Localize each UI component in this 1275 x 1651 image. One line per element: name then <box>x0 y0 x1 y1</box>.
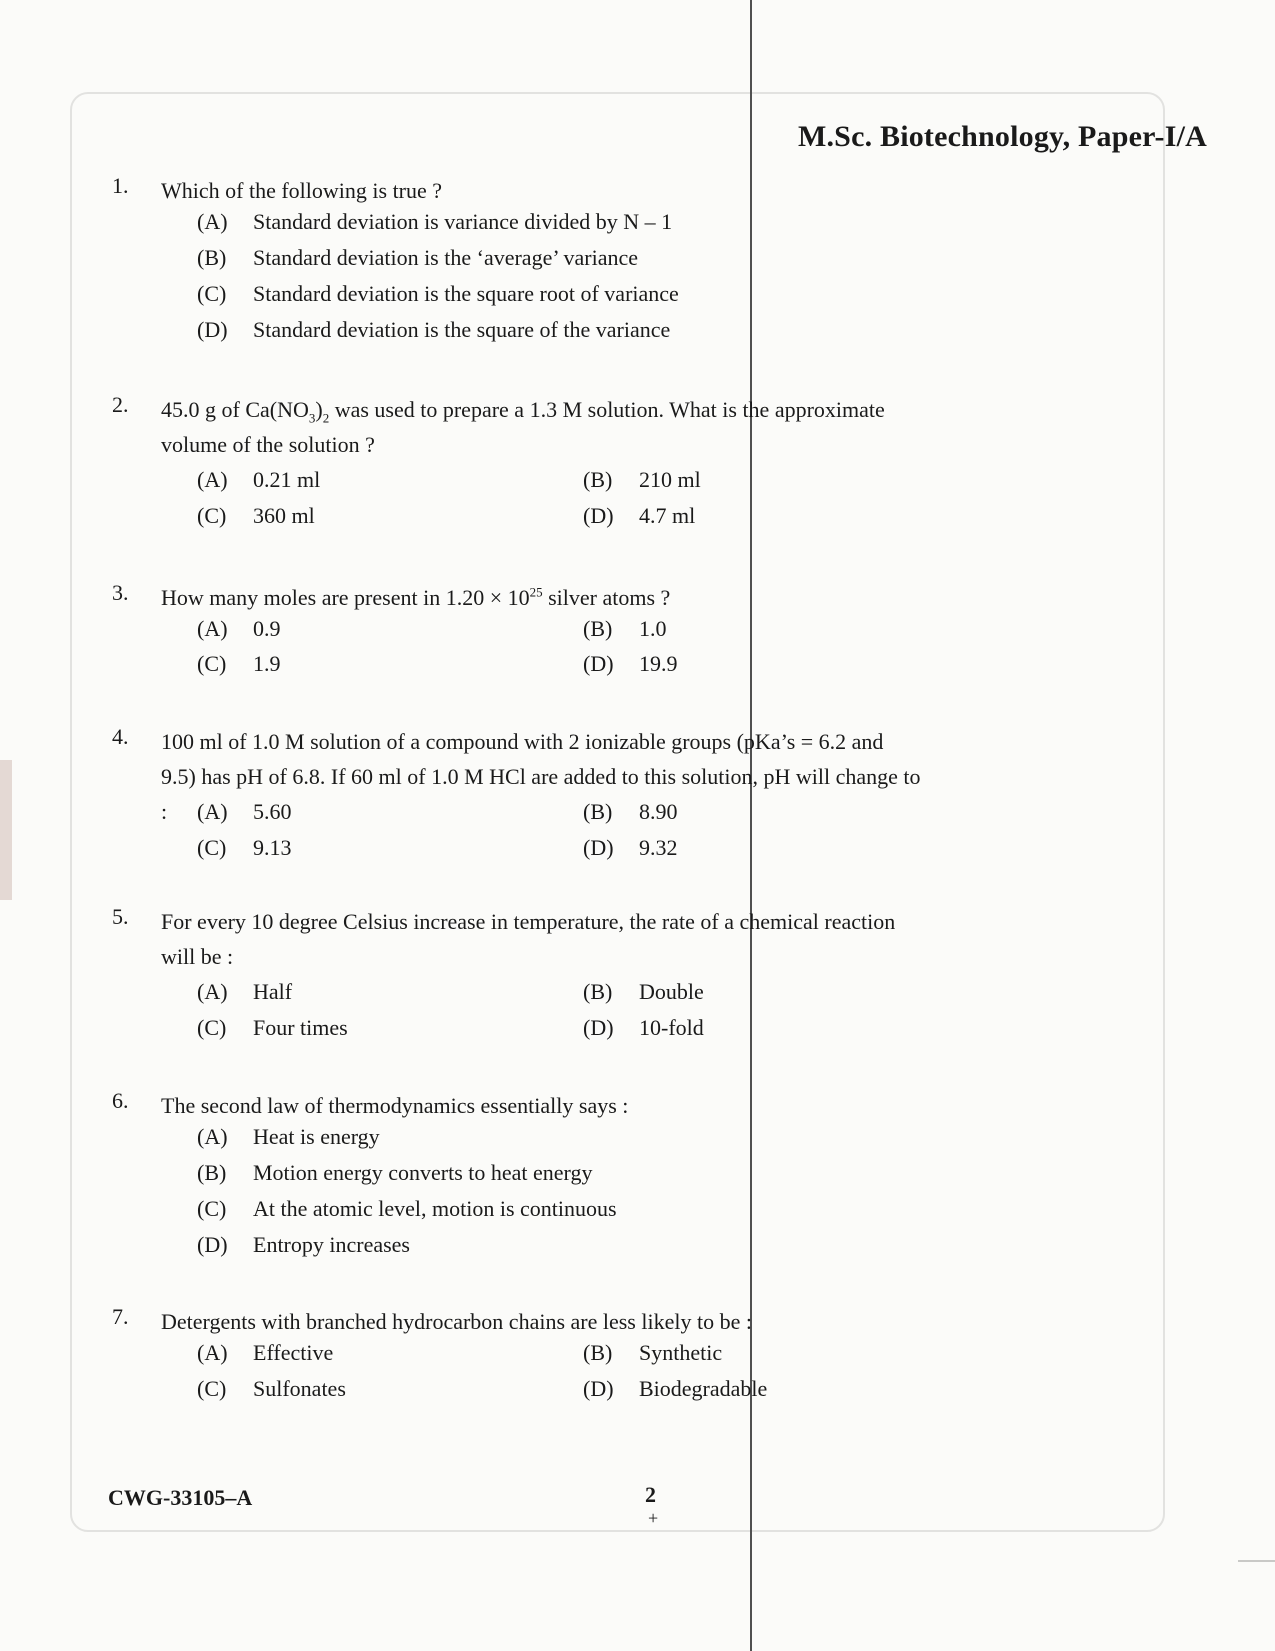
option-text: Standard deviation is the square root of variance <box>253 281 679 306</box>
question-text: 45.0 g of $Ca(NO_3)_2$ was used to prepare a 1.3 M solution. What is the approximate volume of the solution ? <box>161 397 885 457</box>
option-text: Effective <box>253 1340 334 1365</box>
question-number: 7. <box>112 1304 129 1329</box>
option-text: Standard deviation is the ‘average’ variance <box>253 245 639 270</box>
option-label: (A) <box>197 1340 228 1365</box>
question-text: Detergents with branched hydrocarbon chains are less likely to be : <box>161 1309 752 1334</box>
option-text: 360 ml <box>253 503 315 528</box>
option-d <box>197 1232 410 1258</box>
option-text: 9.32 <box>639 835 678 860</box>
option-label: (D) <box>583 503 614 528</box>
left-edge-mark <box>0 760 12 900</box>
option-a <box>197 467 320 493</box>
plus-mark: + <box>648 1508 659 1528</box>
option-text: Heat is energy <box>253 1124 380 1149</box>
question-number: 4. <box>112 724 129 749</box>
option-c <box>197 1196 617 1222</box>
option-text: Biodegradable <box>639 1376 768 1401</box>
option-label: (A) <box>197 467 228 492</box>
option-b <box>583 1340 722 1366</box>
option-c <box>197 835 292 861</box>
option-label: (B) <box>197 245 227 270</box>
option-d <box>583 651 678 677</box>
option-text: Sulfonates <box>253 1376 346 1401</box>
option-a <box>197 799 292 825</box>
option-text: Motion energy converts to heat energy <box>253 1160 593 1185</box>
option-c <box>197 503 315 529</box>
option-d <box>583 503 695 529</box>
option-a <box>197 979 292 1005</box>
option-label: (C) <box>197 1196 227 1221</box>
option-c <box>197 1015 348 1041</box>
option-label: (B) <box>583 616 613 641</box>
option-text: Entropy increases <box>253 1232 410 1257</box>
question-text: For every 10 degree Celsius increase in temperature, the rate of a chemical reaction will be : <box>161 909 896 969</box>
option-c <box>197 651 281 677</box>
option-text: 4.7 ml <box>639 503 696 528</box>
option-a <box>197 1340 333 1366</box>
option-d <box>197 317 670 343</box>
option-text: 210 ml <box>639 467 701 492</box>
option-c <box>197 1376 346 1402</box>
option-text: 1.0 <box>639 616 667 641</box>
option-label: (C) <box>197 281 227 306</box>
question-text: 100 ml of 1.0 M solution of a compound with 2 ionizable groups (pKa’s = 6.2 and 9.5) has pH of 6.8. If 60 ml of 1.0 M HCl are added to this solution, pH will change to : <box>161 729 921 824</box>
question-text: Which of the following is true ? <box>161 178 443 203</box>
option-label: (B) <box>583 467 613 492</box>
option-text: Four times <box>253 1015 348 1040</box>
option-c <box>197 281 679 307</box>
option-b <box>197 1160 593 1186</box>
question-text: How many moles are present in $1.20 \times 10^{25}$ silver atoms ? <box>161 584 671 610</box>
option-label: (C) <box>197 503 227 528</box>
option-text: 19.9 <box>639 651 678 676</box>
option-d <box>583 1376 767 1402</box>
option-b <box>583 467 701 493</box>
option-label: (D) <box>197 317 228 342</box>
question-number: 1. <box>112 173 129 198</box>
option-label: (C) <box>197 1015 227 1040</box>
right-edge-mark <box>1238 1560 1275 1562</box>
option-label: (B) <box>583 979 613 1004</box>
option-text: Synthetic <box>639 1340 723 1365</box>
question-number: 5. <box>112 904 129 929</box>
option-text: 8.90 <box>639 799 678 824</box>
option-a <box>197 209 672 235</box>
page-number: 2 <box>645 1482 656 1507</box>
question-number: 6. <box>112 1088 129 1113</box>
option-text: Double <box>639 979 704 1004</box>
option-label: (A) <box>197 979 228 1004</box>
option-label: (A) <box>197 616 228 641</box>
option-label: (D) <box>583 835 614 860</box>
option-text: 1.9 <box>253 651 281 676</box>
option-label: (C) <box>197 651 227 676</box>
option-text: 5.60 <box>253 799 292 824</box>
option-label: (C) <box>197 1376 227 1401</box>
option-label: (D) <box>583 1376 614 1401</box>
option-text: At the atomic level, motion is continuous <box>253 1196 617 1221</box>
option-label: (B) <box>197 1160 227 1185</box>
paper-code: CWG-33105–A <box>108 1485 253 1510</box>
option-b <box>583 616 667 642</box>
option-text: 10-fold <box>639 1015 704 1040</box>
option-a <box>197 616 281 642</box>
option-a <box>197 1124 380 1150</box>
option-label: (A) <box>197 799 228 824</box>
option-label: (D) <box>583 651 614 676</box>
option-text: Half <box>253 979 293 1004</box>
option-b <box>197 245 638 271</box>
option-d <box>583 1015 704 1041</box>
option-text: Standard deviation is variance divided by N – 1 <box>253 209 673 234</box>
option-text: 9.13 <box>253 835 292 860</box>
option-label: (A) <box>197 1124 228 1149</box>
option-label: (B) <box>583 1340 613 1365</box>
option-label: (D) <box>583 1015 614 1040</box>
option-text: Standard deviation is the square of the variance <box>253 317 671 342</box>
option-label: (A) <box>197 209 228 234</box>
option-b <box>583 979 704 1005</box>
option-text: 0.9 <box>253 616 281 641</box>
option-label: (C) <box>197 835 227 860</box>
option-label: (B) <box>583 799 613 824</box>
option-label: (D) <box>197 1232 228 1257</box>
question-text: The second law of thermodynamics essentially says : <box>161 1093 629 1118</box>
paper-title: M.Sc. Biotechnology, Paper-I/A <box>797 120 1207 153</box>
question-number: 3. <box>112 580 129 605</box>
option-b <box>583 799 678 825</box>
question-number: 2. <box>112 392 129 417</box>
option-d <box>583 835 678 861</box>
option-text: 0.21 ml <box>253 467 321 492</box>
